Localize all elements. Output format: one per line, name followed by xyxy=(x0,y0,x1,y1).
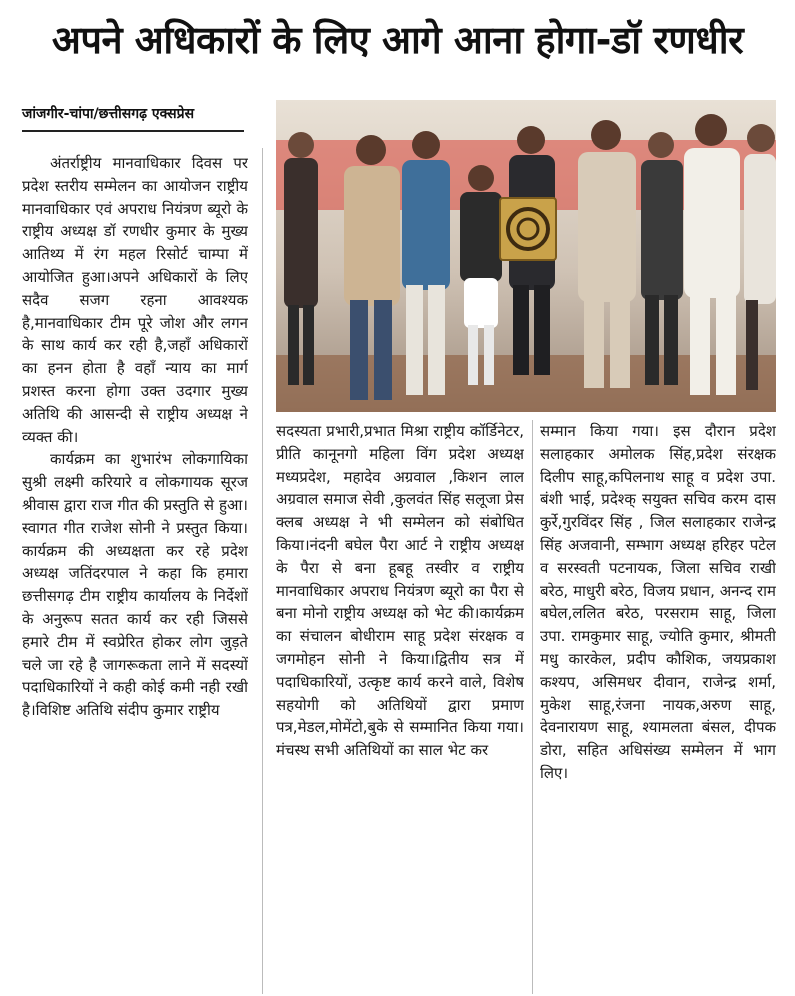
column-divider xyxy=(532,420,533,994)
article-paragraph: अंतर्राष्ट्रीय मानवाधिकार दिवस पर प्रदेश स्तरीय सम्मेलन का आयोजन राष्ट्रीय मानवाधिकार एवं अपराध नियंत्रण ब्यूरो के राष्ट्रीय अध्यक्ष डॉ रणधीर कुमार के मुख्य आतिथ्य में रंग महल रिसोर्ट चाम्पा में आयोजित हुआ।अपने अधिकारों के लिए सदैव सजग रहना आवश्यक है,मानवाधिकार टीम पूरे जोश और लगन के साथ कार्य कर रही है,जहाँ अधिकारों का हनन होता है वहाँ न्याय का मार्ग प्रशस्त करना होगा उक्त उदगार मुख्य अतिथि की आसन्दी से राष्ट्रीय अध्यक्ष ने व्यक्त की। xyxy=(22,154,248,446)
article-paragraph: सदस्यता प्रभारी,प्रभात मिश्रा राष्ट्रीय कॉर्डिनेटर, प्रीति कानूनगो महिला विंग प्रदेश अध्यक्ष मध्यप्रदेश, महादेव अग्रवाल ,किशन लाल अग्रवाल समाज सेवी ,कुलवंत सिंह सलूजा प्रेस क्लब अध्यक्ष ने भी सम्मेलन को संबोधित किया।नंदनी बघेल पैरा आर्ट ने राष्ट्रीय अध्यक्ष के पैरा से बना हूबहू तस्वीर व राष्ट्रीय मानवाधिकार अपराध नियंत्रण ब्यूरो का पैरा से बना मोनो राष्ट्रीय अध्यक्ष को भेट की।कार्यक्रम का संचालन बोधीराम साहू प्रदेश संरक्षक व जगमोहन सोनी ने किया।द्वितीय सत्र में पदाधिकारियों, उत्कृष्ट कार्य करने वाले, विशेष सहयोगी को अतिथियों द्वारा प्रमाण पत्र,मेडल,मोमेंटो,बुके से सम्मानित किया गया।मंचस्थ सभी अतिथियों का साल भेट कर xyxy=(276,422,524,760)
article-column-2 xyxy=(276,420,524,994)
award-plaque xyxy=(500,198,556,260)
news-photo xyxy=(276,100,776,412)
headline: अपने अधिकारों के लिए आगे आना होगा-डॉ रणधीर xyxy=(51,18,744,62)
article-column-3 xyxy=(540,420,776,994)
article-paragraph: कार्यक्रम का शुभारंभ लोकगायिका सुश्री लक्ष्मी करियारे व लोकगायक सूरज श्रीवास द्वारा राज गीत की प्रस्तुति से हुआ।स्वागत गीत राजेश सोनी ने प्रस्तुत किया।कार्यक्रम की अध्यक्षता कर रहे प्रदेश अध्यक्ष जतिंदरपाल ने कहा कि हमारा छत्तीसगढ़ टीम राष्ट्रीय कार्यालय के निर्देशों के अनुरूप सतत कार्य कर रही जिससे हमारे टीम में स्वप्रेरित होकर लोग जुड़ते चले जा रहे है जागरूकता लाने में सदस्यों पदाधिकारियों ने कही कोई कमी नही रखी है।विशिष्ट अतिथि संदीप कुमार राष्ट्रीय xyxy=(22,450,248,720)
article-column-1 xyxy=(22,152,248,994)
dateline: जांजगीर-चांपा/छत्तीसगढ़ एक्सप्रेस xyxy=(22,104,244,132)
column-divider xyxy=(262,148,263,994)
group-photo-illustration xyxy=(276,100,776,412)
article-paragraph: सम्मान किया गया। इस दौरान प्रदेश सलाहकार अमोलक सिंह,प्रदेश संरक्षक दिलीप साहू,कपिलनाथ साहू व प्रदेश उपा. बंशी भाई, प्रदेश्क् सयुक्त सचिव करम दास कुर्रे,गुरविंदर सिंह , जिल सलाहकार राजेन्द्र सिंह अजवानी, सम्भाग अध्यक्ष हरिहर पटेल व सरस्वती पटनायक, जिला सचिव राखी बरेठ, माधुरी बरेठ, विजय प्रधान, अनन्द राम बघेल,ललित बरेठ, परसराम साहू, जिला उपा. रामकुमार साहू, ज्योति कुमार, श्रीमती मधु कारकेल, प्रदीप कौशिक, जयप्रकाश कश्यप, असिमधर दीवान, राजेन्द्र शर्मा, मुकेश साहू,रंजना नायक,अरुण साहू, देवनारायण साहू, श्यामलता बंसल, दीपक डोरा, सहित अधिसंख्य सम्मेलन में भाग लिए। xyxy=(540,422,776,782)
